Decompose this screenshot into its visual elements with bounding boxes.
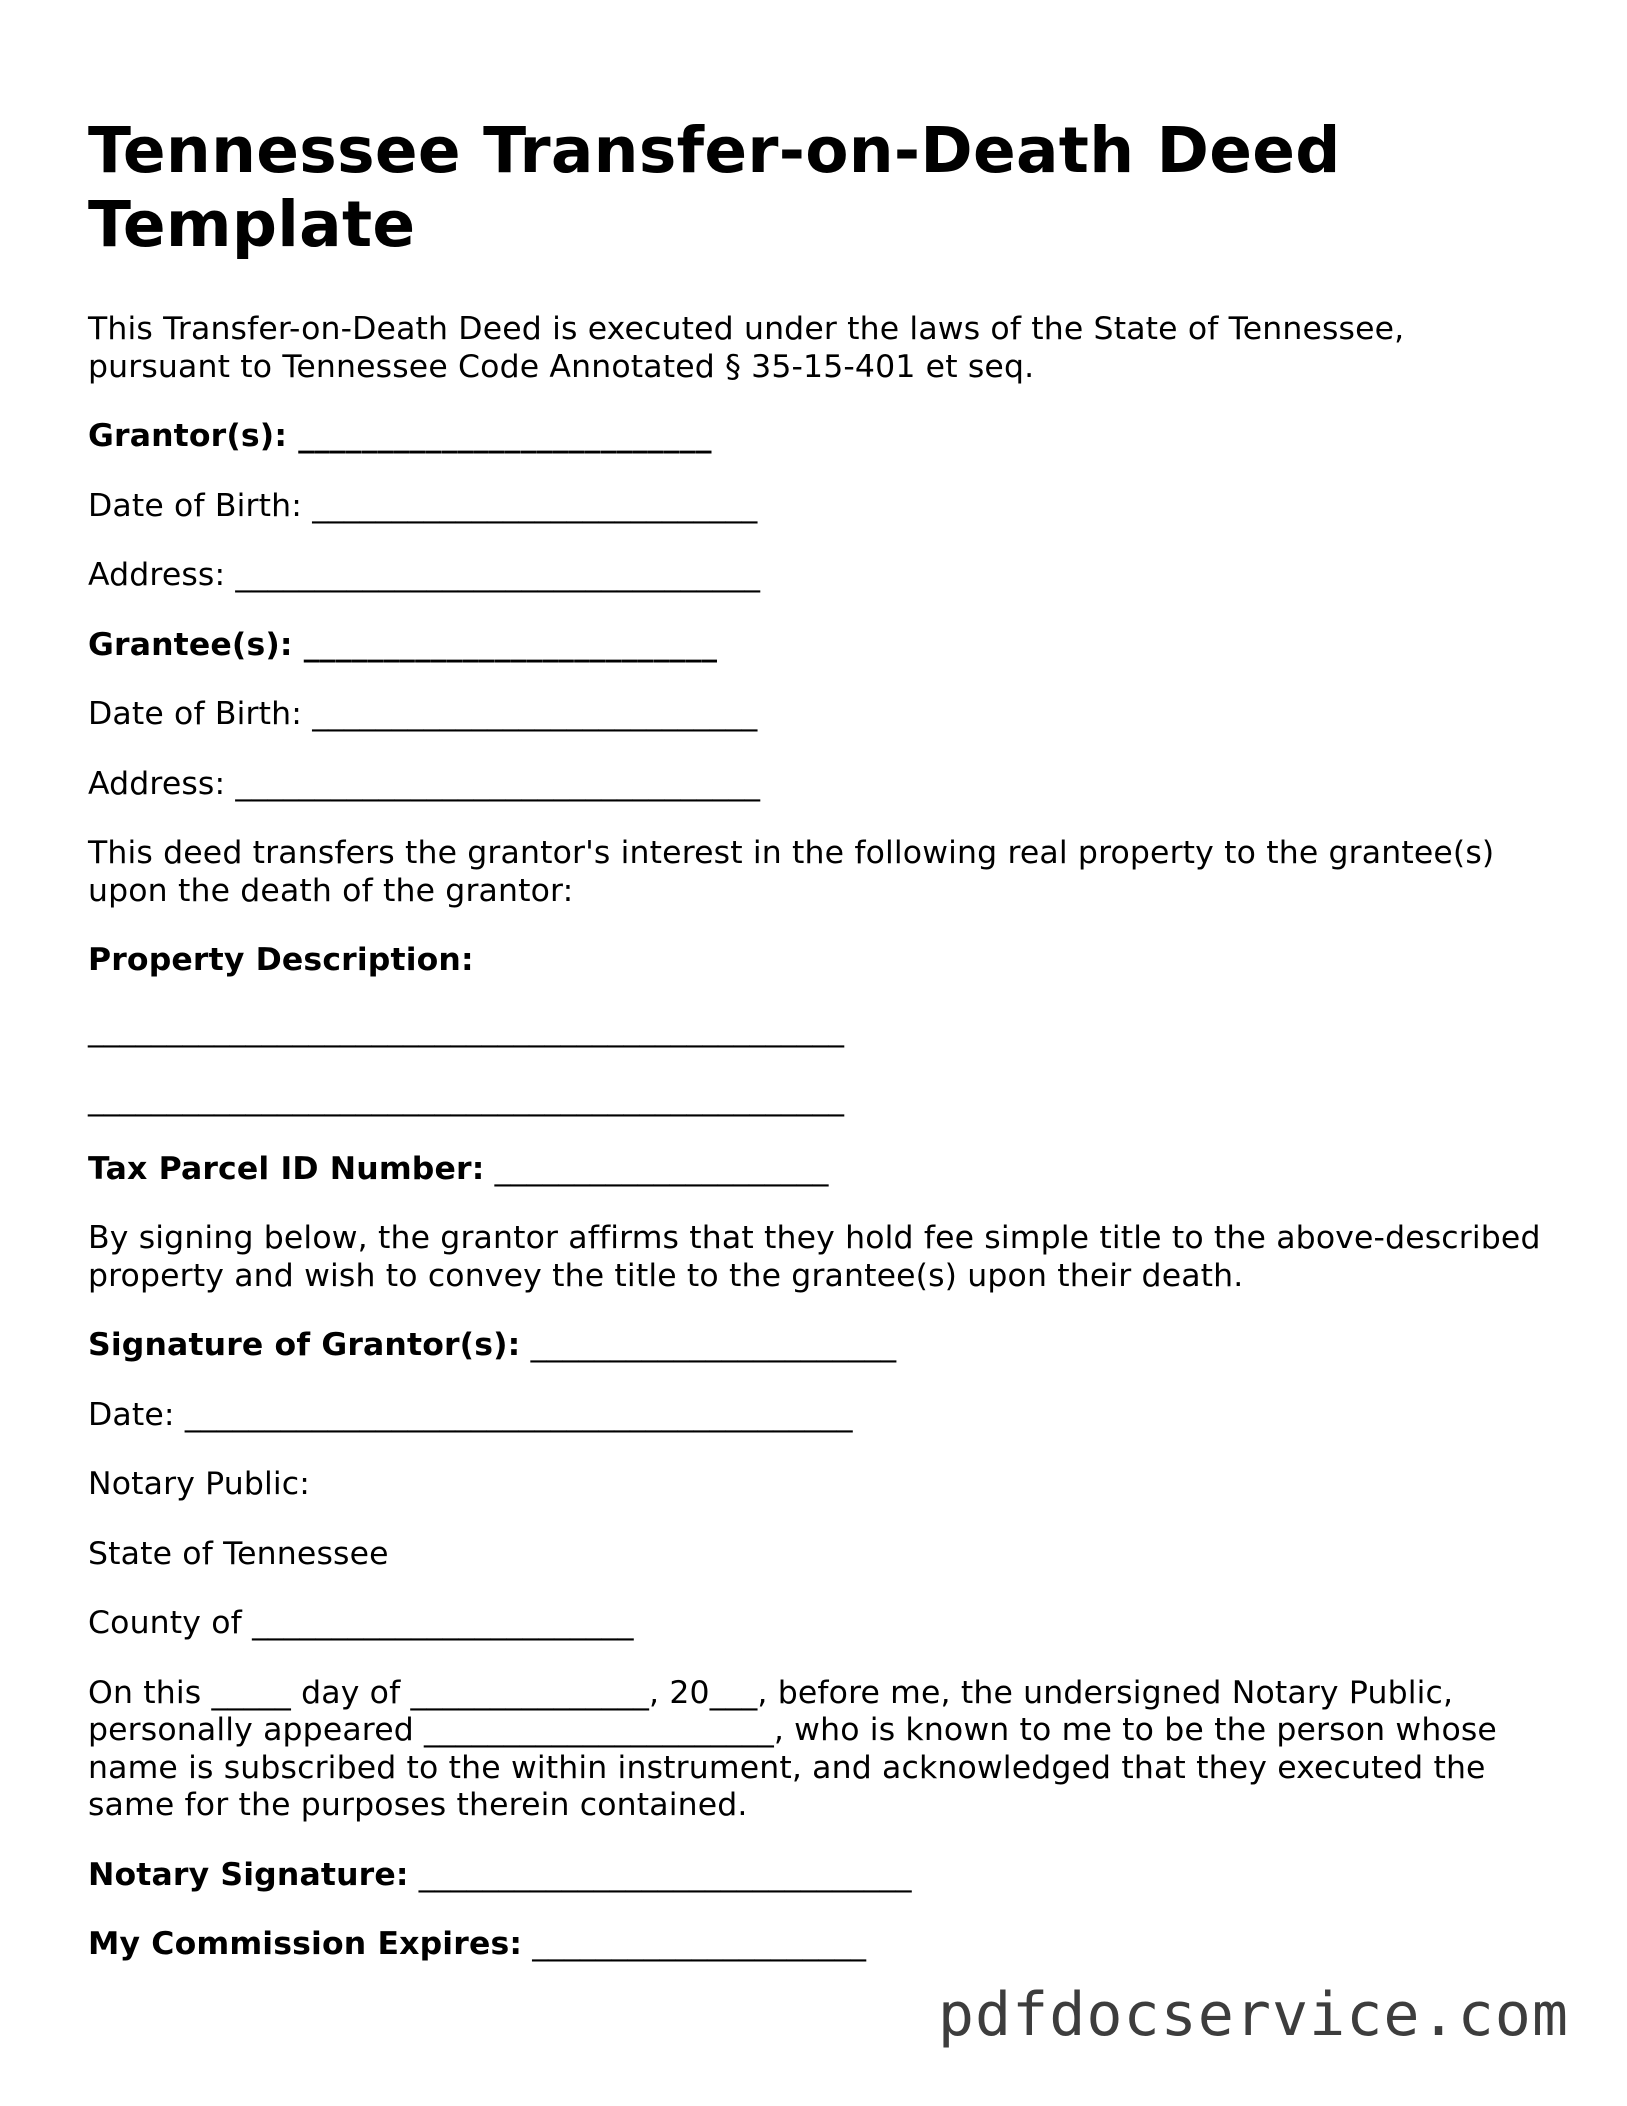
notary-signature-field: [88, 1857, 1548, 1895]
parcel-blank[interactable]: _____________________: [484, 1150, 829, 1187]
intro-paragraph: This Transfer-on-Death Deed is executed under the laws of the State of Tennessee, pursuant to Tennessee Code Annotated § 35-15-401 et seq.: [88, 311, 1415, 385]
notary-signature-blank[interactable]: _______________________________: [408, 1856, 912, 1893]
grantor-dob-field: [88, 488, 1548, 526]
grantee-address-blank[interactable]: _________________________________: [225, 765, 761, 802]
grantee-address-field: [88, 766, 1548, 804]
notary-acknowledgment: On this _____ day of _______________, 20___, before me, the undersigned Notary Public, personally appeared ______________________, who is known to me to be the person whose name is subscribed to the within instrument, and acknowledged that they executed the same for the purposes therein contained.: [88, 1674, 1508, 1823]
grantor-label: Grantor(s):: [88, 418, 288, 454]
page-title: Tennessee Transfer-on-Death Deed Template: [88, 114, 1341, 261]
grantor-address-label: Address:: [88, 557, 226, 593]
grantor-blank[interactable]: __________________________: [287, 418, 712, 454]
notary-signature-label: Notary Signature:: [88, 1856, 409, 1893]
notary-heading: Notary Public:: [88, 1466, 311, 1502]
grantee-label: Grantee(s):: [88, 626, 293, 663]
grantee-blank[interactable]: __________________________: [292, 626, 718, 663]
signature-date-label: Date:: [88, 1396, 175, 1433]
signature-date-blank[interactable]: __________________________________________: [174, 1396, 853, 1433]
parcel-label: Tax Parcel ID Number:: [88, 1150, 485, 1187]
grantor-address-blank[interactable]: _________________________________: [225, 557, 761, 593]
document-page: [88, 114, 1551, 1996]
property-description-label: Property Description:: [88, 942, 474, 978]
grantee-address-label: Address:: [88, 765, 226, 802]
parcel-field: [88, 1151, 1548, 1189]
grantee-field: [88, 627, 1548, 665]
notary-state: State of Tennessee: [88, 1535, 389, 1572]
grantor-dob-blank[interactable]: ____________________________: [302, 487, 758, 524]
transfer-paragraph: This deed transfers the grantor's interest in the following real property to the grantee(s) upon the death of the grantor:: [88, 835, 1505, 909]
grantor-field: [88, 418, 1548, 456]
grantee-dob-label: Date of Birth:: [88, 696, 303, 732]
grantor-signature-field: [88, 1327, 1548, 1365]
grantee-dob-field: [88, 696, 1548, 734]
property-description-line-2[interactable]: ________________________________________________: [88, 1081, 844, 1117]
grantor-dob-label: Date of Birth:: [88, 487, 303, 524]
commission-expires-blank[interactable]: _____________________: [522, 1926, 867, 1962]
affirm-paragraph: By signing below, the grantor affirms that they hold fee simple title to the above-described property and wish to convey the title to the grantee(s) upon their death.: [88, 1220, 1551, 1294]
grantor-address-field: [88, 557, 1548, 595]
notary-county-blank[interactable]: ________________________: [241, 1605, 634, 1641]
commission-expires-label: My Commission Expires:: [88, 1926, 523, 1962]
notary-county-field: [88, 1605, 1548, 1643]
commission-expires-field: [88, 1926, 1548, 1964]
grantor-signature-blank[interactable]: _______________________: [520, 1327, 897, 1363]
signature-date-field: [88, 1397, 1548, 1435]
watermark: pdfdocservice.com: [937, 1980, 1569, 2050]
notary-county-label: County of: [88, 1605, 242, 1641]
grantor-signature-label: Signature of Grantor(s):: [88, 1327, 521, 1363]
grantee-dob-blank[interactable]: ____________________________: [302, 696, 758, 732]
property-description-line-1[interactable]: ________________________________________________: [88, 1011, 844, 1048]
